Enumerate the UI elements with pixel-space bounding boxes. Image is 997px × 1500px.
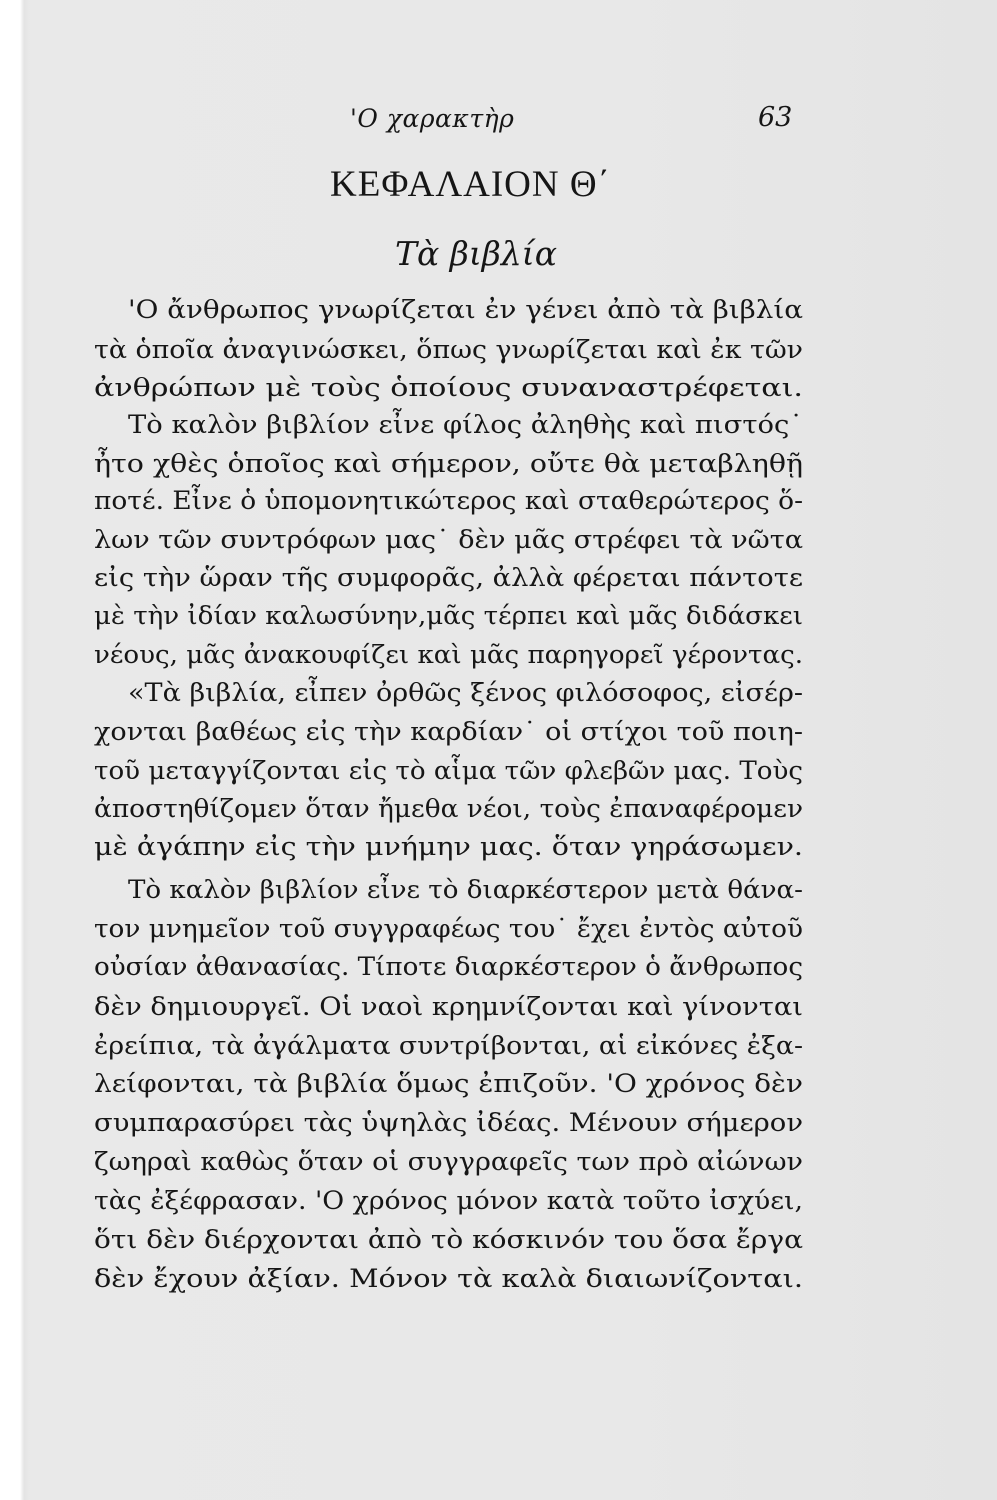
page-number: 63	[758, 102, 793, 133]
chapter-title: ΚΕΦΑΛΑΙΟΝ Θ΄	[330, 164, 611, 205]
section-title: Τὰ βιβλία	[395, 234, 558, 273]
running-head: 'Ο χαρακτὴρ	[350, 104, 515, 133]
book-page: 'Ο χαρακτὴρ 63 ΚΕΦΑΛΑΙΟΝ Θ΄ Τὰ βιβλία 'Ο ἄνθρωπος γνωρίζεται ἐν γένει ἀπὸ τὰ βιβλία τὰ ὁποῖα ἀναγινώσκει, ὅπως γνωρίζεται καὶ ἐκ τῶν ἀνθρώπων μὲ τοὺς ὁποίους συναναστρέφεται. Τὸ καλὸν βιβλίον εἶνε φίλος ἀληθὴς καὶ πιστός˙ ἦτο χθὲς ὁποῖος καὶ σήμερον, οὔτε θὰ μεταβληθῇ ποτέ. Εἶνε ὁ ὑπομονητικώτερος καὶ σταθερώτερος ὅ- λων τῶν συντρόφων μας˙ δὲν μᾶς στρέφει τὰ νῶτα εἰς τὴν ὥραν τῆς συμφορᾶς, ἀλλὰ φέρεται πάντοτε μὲ τὴν ἰδίαν καλωσύνην,μᾶς τέρπει καὶ μᾶς διδάσκει νέους, μᾶς ἀνακουφίζει καὶ μᾶς παρηγορεῖ γέροντας. «Τὰ βιβλία, εἶπεν ὀρθῶς ξένος φιλόσοφος, εἰσέρ- χονται βαθέως εἰς τὴν καρδίαν˙ οἱ στίχοι τοῦ ποιη- τοῦ μεταγγίζονται εἰς τὸ αἷμα τῶν φλεβῶν μας. Τοὺς ἀποστηθίζομεν ὅταν ἤμεθα νέοι, τοὺς ἐπαναφέρομεν μὲ ἀγάπην εἰς τὴν μνήμην μας. ὅταν γηράσωμεν. Τὸ καλὸν βιβλίον εἶνε τὸ διαρκέστερον μετὰ θάνα- τον μνημεῖον τοῦ συγγραφέως του˙ ἔχει ἐντὸς αὐτοῦ οὐσίαν ἀθανασίας. Τίποτε διαρκέστερον ὁ ἄνθρωπος δὲν δημιουργεῖ. Οἱ ναοὶ κρημνίζονται καὶ γίνονται ἐρείπια, τὰ ἀγάλματα συντρίβονται, αἱ εἰκόνες ἐξα- λείφονται, τὰ βιβλία ὅμως ἐπιζοῦν. 'Ο χρόνος δὲν συμπαρασύρει τὰς ὑψηλὰς ἰδέας. Μένουν σήμερον ζωηραὶ καθὼς ὅταν οἱ συγγραφεῖς των πρὸ αἰώνων τὰς ἐξέφρασαν. 'Ο χρόνος μόνον κατὰ τοῦτο ἰσχύει, ὅτι δὲν διέρχονται ἀπὸ τὸ κόσκινόν του ὅσα ἔργα δὲν ἔχουν ἀξίαν. Μόνον τὰ καλὰ διαιωνίζονται.	[0, 0, 997, 1500]
